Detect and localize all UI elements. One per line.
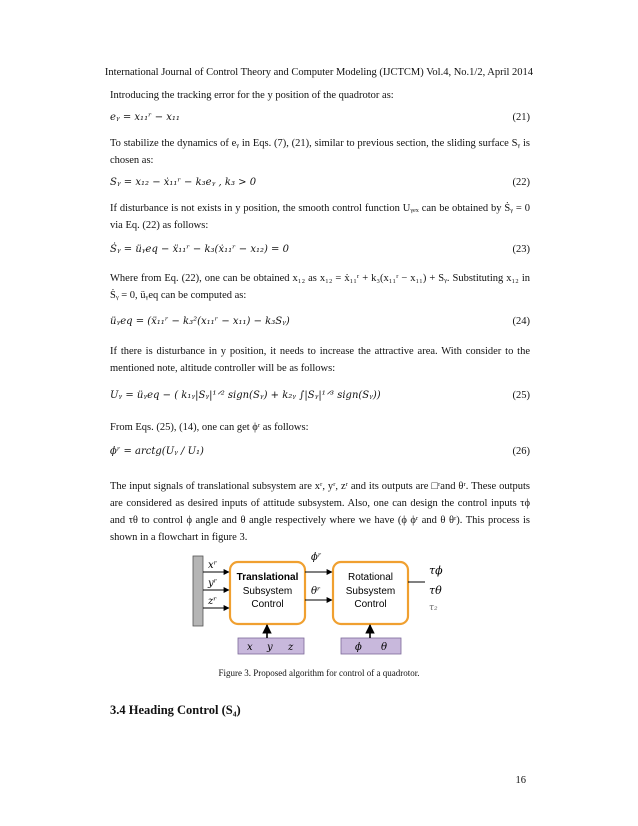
equation-26-number: (26) bbox=[512, 446, 530, 457]
equation-26-math: ϕʳ = arctg(Uᵧ / U₁) bbox=[110, 446, 204, 457]
translational-line-2: Subsystem bbox=[242, 586, 293, 597]
flowchart-svg bbox=[185, 550, 455, 660]
paragraph-disturbance: If there is disturbance in y position, it needs to increase the attractive area. With consider to the mentioned note, altitude controller will be as follows: bbox=[110, 346, 530, 374]
equation-24-number: (24) bbox=[512, 316, 530, 327]
equation-24 bbox=[110, 316, 530, 336]
equation-21 bbox=[110, 112, 530, 132]
equation-23-number: (23) bbox=[512, 244, 530, 255]
rotational-line-2: Subsystem bbox=[345, 586, 396, 597]
equation-26 bbox=[110, 446, 530, 466]
paragraph-input-signals: The input signals of translational subsystem are xʳ, yʳ, zʳ and its outputs are □ʳand θʳ. These outputs are considered as desired inputs of attitude subsystem. Also, one can design the control inputs τϕ and τθ to control ϕ angle and θ angle respectively where we have (ϕ ϕʳ and θ θʳ). This process is shown in a flowchart in figure 3. bbox=[110, 481, 530, 543]
flowchart-figure-3 bbox=[185, 550, 455, 660]
equation-25 bbox=[110, 390, 530, 410]
paragraph-from-eqs: From Eqs. (25), (14), one can get ϕʳ as follows: bbox=[110, 422, 309, 433]
rotational-line-3: Control bbox=[354, 599, 387, 610]
section-heading: 3.4 Heading Control (S₄) bbox=[110, 703, 241, 717]
input-bar bbox=[193, 556, 203, 626]
equation-24-math: üᵧeq = (ẍ₁₁ʳ − k₃²(x₁₁ʳ − x₁₁) − k₃Sᵧ) bbox=[110, 316, 290, 327]
equation-23-math: Ṡᵧ = üᵧeq − ẍ₁₁ʳ − k₃(ẋ₁₁ʳ − x₁₂) = 0 bbox=[110, 244, 289, 255]
equation-22-number: (22) bbox=[512, 177, 530, 188]
equation-25-math: Uᵧ = üᵧeq − ( k₁ᵧ|Sᵧ|¹ᐟ² sign(Sᵧ) + k₂ᵧ ∫|Sᵧ|¹ᐟ³ sign(Sᵧ)) bbox=[110, 390, 381, 401]
equation-21-number: (21) bbox=[512, 112, 530, 123]
figure-caption: Figure 3. Proposed algorithm for control of a quadrotor. bbox=[218, 668, 420, 678]
translational-line-3: Control bbox=[251, 599, 284, 610]
equation-22 bbox=[110, 177, 530, 197]
equation-23 bbox=[110, 244, 530, 264]
label-input-x: xʳ bbox=[208, 560, 218, 571]
label-theta-ref: θʳ bbox=[311, 586, 321, 597]
equation-25-number: (25) bbox=[512, 390, 530, 401]
label-feedback-phi: ϕ bbox=[355, 642, 362, 653]
paragraph-smooth-control: If disturbance is not exists in y position, the smooth control function Uᵧₑₓ can be obtained by Ṡᵧ = 0 via Eq. (22) as follows: bbox=[110, 203, 530, 231]
label-output-tau-phi: τϕ bbox=[429, 564, 443, 577]
label-input-z: zʳ bbox=[208, 596, 217, 607]
label-feedback-z: z bbox=[288, 642, 294, 653]
rotational-line-1: Rotational bbox=[347, 572, 394, 583]
paragraph-sliding-surface: To stabilize the dynamics of eᵧ in Eqs. (7), (21), similar to previous section, the sliding surface Sᵧ is chosen as: bbox=[110, 138, 530, 166]
feedback-box-angles bbox=[341, 638, 401, 654]
equation-21-math: eᵧ = x₁₁ʳ − x₁₁ bbox=[110, 112, 180, 123]
label-feedback-y: y bbox=[267, 642, 273, 653]
journal-header: International Journal of Control Theory and Computer Modeling (IJCTCM) Vol.4, No.1/2, April 2014 bbox=[104, 67, 534, 78]
label-output-tau-theta: τθ bbox=[429, 584, 442, 597]
translational-line-1: Translational bbox=[236, 572, 299, 583]
label-feedback-theta: θ bbox=[381, 642, 388, 653]
page-number: 16 bbox=[515, 775, 526, 786]
label-phi-ref: ϕʳ bbox=[311, 552, 322, 563]
label-input-y: yʳ bbox=[208, 578, 218, 589]
paragraph-substituting: Where from Eq. (22), one can be obtained x₁₂ as x₁₂ = ẋ₁₁ʳ + k₃(x₁₁ʳ − x₁₁) + Sᵧ. Substituting x₁₂ in Ṡᵧ = 0, üᵧeq can be computed as: bbox=[110, 273, 530, 301]
paragraph-tracking-error: Introducing the tracking error for the y position of the quadrotor as: bbox=[110, 90, 394, 101]
equation-22-math: Sᵧ = x₁₂ − ẋ₁₁ʳ − k₃eᵧ , k₃ > 0 bbox=[110, 177, 257, 188]
label-output-tau-2: τ₂ bbox=[429, 603, 438, 613]
label-feedback-x: x bbox=[247, 642, 253, 653]
